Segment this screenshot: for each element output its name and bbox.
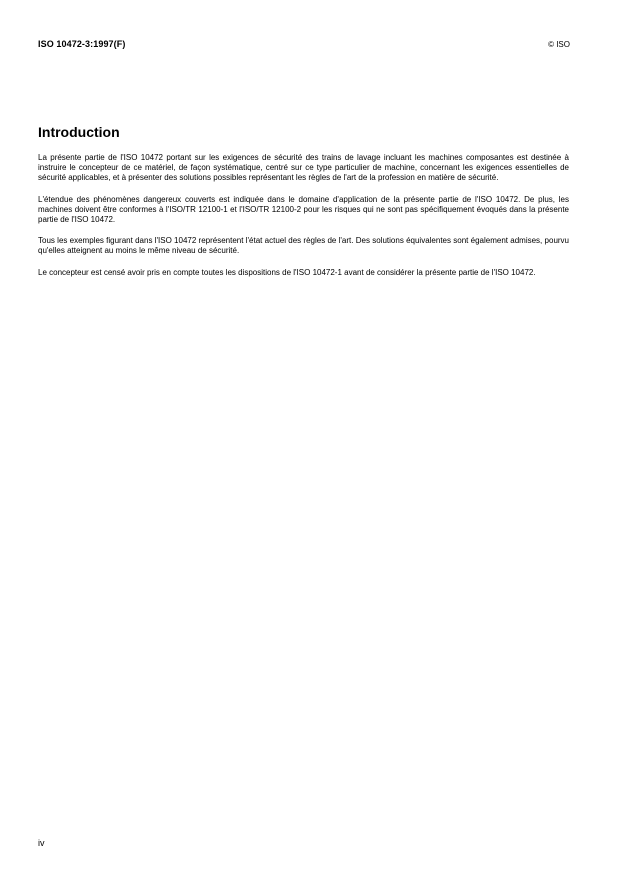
copyright-notice: © ISO: [548, 40, 570, 49]
paragraph-designer: Le concepteur est censé avoir pris en compte toutes les dispositions de l'ISO 10472-1 avant de considérer la présente partie de l'ISO 10472.: [38, 267, 536, 277]
document-id: ISO 10472-3:1997(F): [38, 39, 126, 49]
introduction-body: [38, 153, 569, 289]
section-title: Introduction: [38, 124, 120, 140]
paragraph-scope: La présente partie de l'ISO 10472 portant sur les exigences de sécurité des trains de lavage incluant les machines composantes est destinée à instruire le concepteur de ce matériel, de façon systématique, centré sur ce type particulier de machine, concernant les exigences essentielles de sécurité applicables, et à présenter des solutions possibles représentant les règles de l'art de la profession en matière de sécurité.: [38, 153, 569, 183]
paragraph-hazards: L'étendue des phénomènes dangereux couverts est indiquée dans le domaine d'application de la présente partie de l'ISO 10472. De plus, les machines doivent être conformes à l'ISO/TR 12100-1 et l'ISO/TR 12100-2 pour les risques qui ne sont pas spécifiquement évoqués dans la présente partie de l'ISO 10472.: [38, 194, 569, 225]
page-number: iv: [38, 838, 45, 848]
paragraph-examples: Tous les exemples figurant dans l'ISO 10472 représentent l'état actuel des règles de l'art. Des solutions équivalentes sont également admises, pourvu qu'elles atteignent au moins le même niveau de sécurité.: [38, 236, 569, 256]
